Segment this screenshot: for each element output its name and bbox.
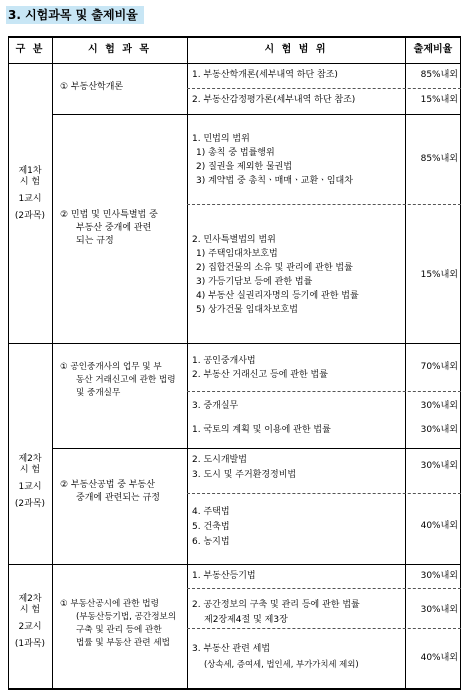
scope-item: 1. 공인중개사법 2. 부동산 거래신고 등에 관한 법률 — [192, 356, 328, 380]
scope-item: 1. 민법의 범위 1) 총칙 중 법률행위 2) 질권을 제외한 물권법 3) 계약법 중 총칙ㆍ매매ㆍ교환ㆍ임대차 — [192, 134, 353, 186]
scope-item: 3. 중개실무 — [192, 401, 239, 411]
rate: 15%내외 — [420, 95, 458, 105]
subject: ① 부동산공시에 관한 법령 (부동산등기법, 공간정보의 구축 및 관리 등에 관한 법률 및 부동산 관련 세법 — [60, 599, 177, 648]
header-separator — [8, 63, 461, 64]
scope-item: 1. 부동산학개론(세부내역 하단 참조) — [192, 70, 338, 80]
table-bottom-border — [8, 688, 461, 690]
subject: ① 부동산학개론 — [60, 82, 124, 92]
row-separator — [187, 88, 461, 89]
rate: 30%내외 — [420, 571, 458, 581]
rate: 30%내외 — [420, 401, 458, 411]
header-category: 구 분 — [15, 44, 45, 55]
section-title: 3. 시험과목 및 출제비율 — [6, 6, 144, 24]
scope-item: 1. 부동산등기법 — [192, 571, 256, 581]
header-subject: 시 험 과 목 — [87, 44, 152, 55]
header-scope: 시 험 범 위 — [264, 44, 328, 55]
scope-item: 2. 공간정보의 구축 및 관리 등에 관한 법률 제2장제4절 및 제3장 — [192, 600, 360, 625]
rate: 85%내외 — [420, 154, 458, 164]
col-divider — [187, 36, 188, 690]
rate: 30%내외 — [420, 461, 458, 471]
row-separator — [52, 114, 187, 115]
row-separator — [187, 493, 461, 494]
scope-item: 3. 부동산 관련 세법 (상속세, 증여세, 법인세, 부가가치세 제외) — [192, 644, 359, 669]
session-label: 제2차 시 험 2교시 (1과목) — [14, 594, 46, 649]
rate: 30%내외 — [420, 605, 458, 615]
col-divider — [52, 36, 53, 690]
rate: 40%내외 — [420, 521, 458, 531]
rate: 30%내외 — [420, 425, 458, 435]
exam-subjects-table — [8, 36, 461, 690]
scope-item: 2. 부동산감정평가론(세부내역 하단 참조) — [192, 95, 356, 105]
row-separator — [187, 588, 461, 589]
row-separator — [187, 391, 461, 392]
row-separator — [187, 448, 461, 449]
scope-item: 2. 도시개발법 3. 도시 및 주거환경정비법 — [192, 455, 297, 480]
subject: ② 민법 및 민사특별법 중 부동산 중개에 관련 되는 규정 — [60, 210, 158, 246]
row-separator — [187, 114, 461, 115]
row-separator — [187, 204, 461, 205]
row-separator — [52, 448, 187, 449]
group-separator — [8, 564, 461, 565]
session-label: 제1차 시 험 1교시 (2과목) — [14, 166, 46, 221]
group-separator — [8, 343, 461, 344]
table-left-border — [8, 36, 9, 690]
rate: 40%내외 — [420, 653, 458, 663]
scope-item: 2. 민사특별법의 범위 1) 주택임대차보호법 2) 집합건물의 소유 및 관리에 관한 법률 3) 가등기담보 등에 관한 법률 4) 부동산 실권리자명의 등기에 관한 법률 5) 상가건물 임대차보호법 — [192, 235, 359, 315]
scope-item: 4. 주택법 5. 건축법 6. 농지법 — [192, 507, 230, 547]
scope-item: 1. 국토의 계획 및 이용에 관한 법률 — [192, 425, 331, 435]
row-separator — [187, 628, 461, 629]
subject: ① 공인중개사의 업무 및 부 동산 거래신고에 관한 법령 및 중개실무 — [60, 362, 176, 398]
subject: ② 부동산공법 중 부동산 중개에 관련되는 규정 — [60, 480, 160, 503]
rate: 85%내외 — [420, 70, 458, 80]
rate: 15%내외 — [420, 270, 458, 280]
rate: 70%내외 — [420, 362, 458, 372]
table-top-border — [8, 36, 461, 38]
session-label: 제2차 시 험 1교시 (2과목) — [14, 454, 46, 509]
header-rate: 출제비율 — [413, 44, 453, 55]
